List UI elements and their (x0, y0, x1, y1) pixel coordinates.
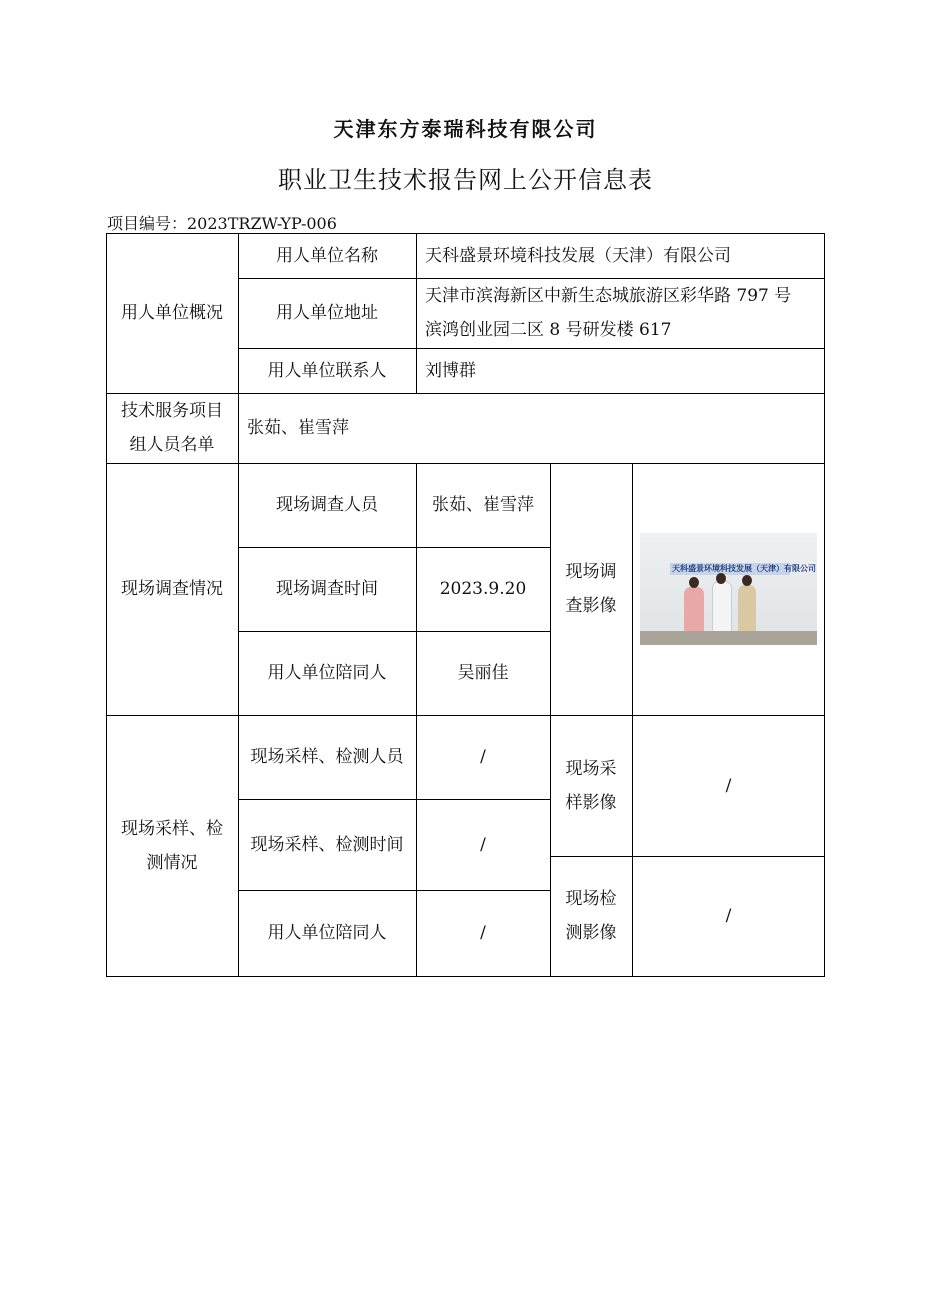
employer-contact-label: 用人单位联系人 (267, 360, 387, 381)
sampling-time-label: 现场采样、检测时间 (250, 834, 404, 855)
sample-image-value: / (725, 775, 732, 796)
employer-address-value: 天津市滨海新区中新生态城旅游区彩华路 797 号 滨鸿创业园二区 8 号研发楼 617 (425, 286, 792, 340)
photo-person-head (742, 575, 752, 586)
sampling-staff-value: / (480, 747, 486, 767)
survey-photo (640, 533, 817, 645)
sampling-escort-label: 用人单位陪同人 (267, 923, 387, 943)
employer-name-label: 用人单位名称 (276, 245, 378, 266)
sampling-time-value: / (480, 834, 486, 855)
team-label: 技术服务项目 组人员名单 (121, 401, 223, 455)
survey-escort-value: 吴丽佳 (457, 663, 509, 683)
survey-image-label: 现场调 查影像 (565, 562, 617, 616)
sample-image-label: 现场采 样影像 (565, 758, 617, 813)
sampling-section-label: 现场采样、检 测情况 (121, 819, 223, 873)
survey-escort-label: 用人单位陪同人 (267, 663, 387, 683)
company-name: 天津东方泰瑞科技有限公司 (333, 117, 598, 141)
survey-staff-label: 现场调查人员 (276, 495, 378, 515)
test-image-value: / (725, 906, 732, 926)
employer-section-label: 用人单位概况 (121, 303, 223, 323)
photo-person-head (716, 573, 726, 584)
survey-time-label: 现场调查时间 (276, 579, 378, 599)
survey-staff-value: 张茹、崔雪萍 (432, 495, 534, 515)
photo-floor (640, 631, 817, 645)
survey-time-value: 2023.9.20 (439, 579, 527, 599)
team-members-value: 张茹、崔雪萍 (247, 418, 349, 438)
sampling-escort-value: / (480, 923, 486, 943)
info-table (106, 233, 825, 977)
photo-person-head (689, 577, 699, 588)
employer-contact-value: 刘博群 (425, 360, 476, 381)
project-number: 项目编号：2023TRZW-YP-006 (107, 214, 337, 233)
photo-banner-text: 天科盛景环境科技发展（天津）有限公司 (672, 564, 816, 573)
test-image-label: 现场检 测影像 (565, 889, 617, 943)
document-title: 职业卫生技术报告网上公开信息表 (278, 166, 653, 194)
employer-address-label: 用人单位地址 (276, 303, 378, 323)
employer-name-value: 天科盛景环境科技发展（天津）有限公司 (425, 245, 731, 266)
survey-section-label: 现场调查情况 (121, 579, 223, 599)
sampling-staff-label: 现场采样、检测人员 (250, 747, 404, 767)
